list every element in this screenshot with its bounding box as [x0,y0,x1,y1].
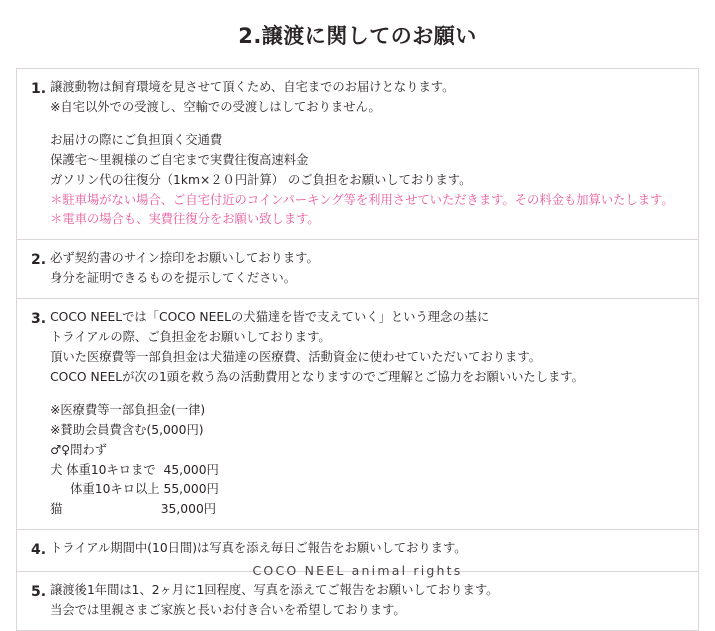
section-line: トライアルの際、ご負担金をお願いしております。 [50,330,331,345]
terms-table [16,68,699,631]
table-row [17,299,698,530]
section-body [50,249,688,289]
section-number: 5. [31,583,47,600]
section-line: 譲渡動物は飼育環境を見させて頂くため、自宅までのお届けとなります。 [50,80,455,94]
section-spacer [50,388,688,401]
section-line: 必ず契約書のサイン捺印をお願いしております。 [50,251,319,266]
section-line: ※賛助会員費含む(5,000円) [50,422,204,437]
section-line: 頂いた医療費等一部負担金は犬猫達の医療費、活動資金に使わせていただいております。 [50,349,541,364]
section-line: 当会では里親さまご家族と長いお付き合いを希望しております。 [50,602,406,617]
table-row [17,240,698,299]
section-body [50,581,688,621]
section-line: お届けの際にご負担頂く交通費 [50,132,223,147]
section-line: 保護宅〜里親様のご自宅まで実費往復高速料金 [50,152,309,167]
section-spacer [50,118,688,131]
price-line: 体重10キロ以上 55,000円 [50,482,219,497]
section-line: 譲渡後1年間は1、2ヶ月に1回程度、写真を添えてご報告をお願いしております。 [50,582,499,597]
table-row [17,572,698,631]
page-title: 2.譲渡に関してのお願い [238,24,477,48]
section-line: 身分を証明できるものを提示してください。 [50,271,297,286]
section-line: ガソリン代の往復分（1km×２０円計算） のご負担をお願いしております。 [50,172,472,187]
section-line: トライアル期間中(10日間)は写真を添え毎日ご報告をお願いしております。 [50,541,467,556]
section-line: COCO NEELでは「COCO NEELの犬猫達を皆で支えていく」という理念の基に [50,310,490,325]
section-body [50,308,688,520]
section-line: ※自宅以外での受渡し、空輸での受渡しはしておりません。 [50,99,381,114]
section-number: 1. [31,81,47,97]
footer-brand: COCO NEEL animal rights [252,563,463,578]
section-line-highlight: ＊電車の場合も、実費往復分をお願い致します。 [50,212,320,227]
section-number: 3. [31,311,47,328]
table-row [17,69,698,240]
price-line: 犬 体重10キロまで 45,000円 [50,462,219,477]
section-number: 2. [31,252,47,269]
section-line-highlight: ＊駐車場がない場合、ご自宅付近のコインパーキング等を利用させていただきます。その料金も加算いたします。 [50,192,674,207]
section-line: COCO NEELが次の1頭を救う為の活動費用となりますのでご理解とご協力をお願いいたします。 [50,369,584,384]
section-body [50,78,688,230]
section-body [50,539,688,559]
price-line: 猫 35,000円 [50,502,217,517]
section-line: ♂♀問わず [50,442,107,457]
section-line: ※医療費等一部負担金(一律) [50,402,206,417]
section-number: 4. [31,542,47,559]
